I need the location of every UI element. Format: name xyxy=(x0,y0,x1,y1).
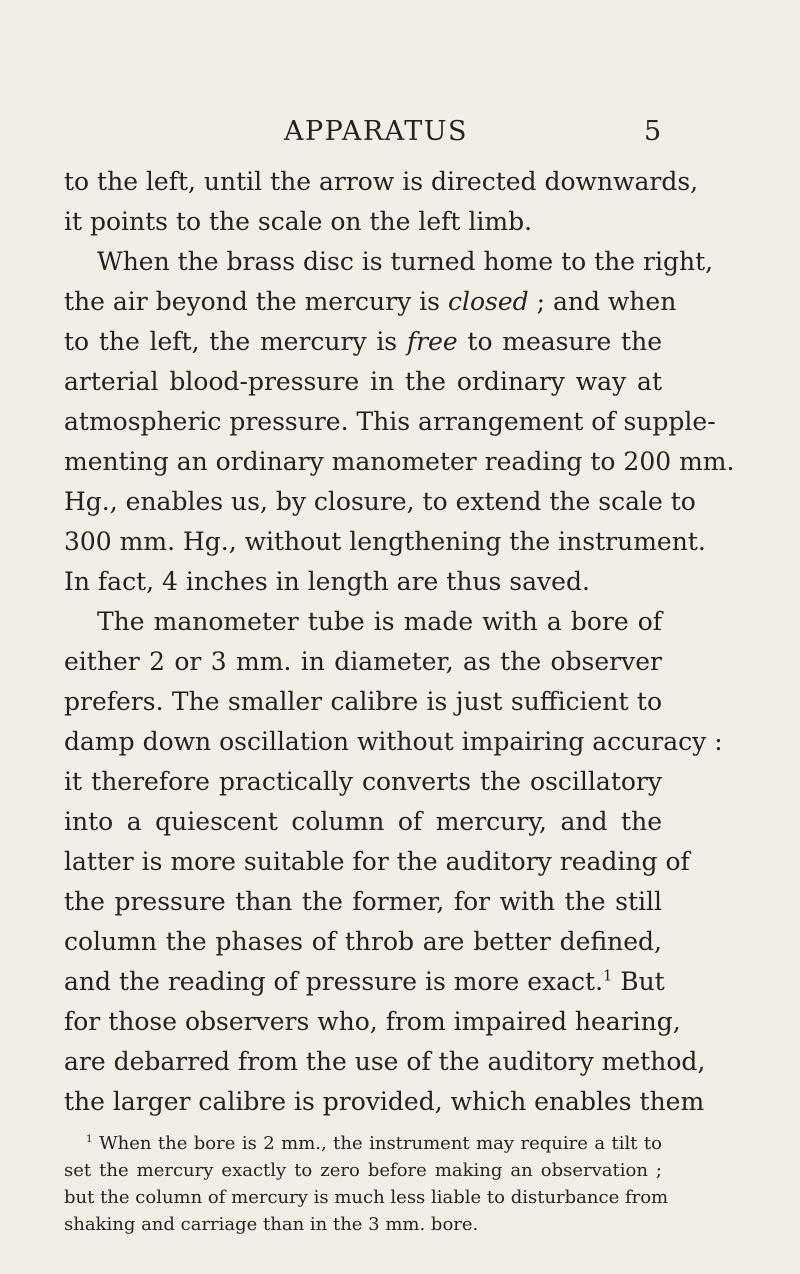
body-line-23: are debarred from the use of the auditory method, xyxy=(64,1047,706,1076)
footnote-line-4: shaking and carriage than in the 3 mm. bore. xyxy=(64,1214,479,1235)
footnote-marker: 1 xyxy=(86,1133,93,1146)
body-line-3: When the brass disc is turned home to the right, xyxy=(97,247,714,276)
body-line-19: the pressure than the former, for with the still xyxy=(64,887,662,916)
body-line-16: it therefore practically converts the oscillatory xyxy=(64,767,662,796)
footnote-line-2: set the mercury exactly to zero before making an observation ; xyxy=(64,1160,662,1181)
body-line-10: 300 mm. Hg., without lengthening the instrument. xyxy=(64,527,706,556)
body-line-6: arterial blood-pressure in the ordinary way at xyxy=(64,367,662,396)
body-line-7: atmospheric pressure. This arrangement of supple- xyxy=(64,407,716,436)
body-line-22: for those observers who, from impaired hearing, xyxy=(64,1007,681,1036)
body-line-5: to the left, the mercury is free to measure the xyxy=(64,327,662,356)
body-line-21: and the reading of pressure is more exact.$^1$ But xyxy=(64,967,665,996)
body-line-4: the air beyond the mercury is closed ; and when xyxy=(64,287,677,316)
body-line-24: the larger calibre is provided, which enables them xyxy=(64,1087,705,1116)
body-line-2: it points to the scale on the left limb. xyxy=(64,207,533,236)
footnote-line-1: $^1$ When the bore is 2 mm., the instrument may require a tilt to xyxy=(86,1133,662,1154)
page-number: 5 xyxy=(644,116,662,147)
body-line-11: In fact, 4 inches in length are thus saved. xyxy=(64,567,590,596)
body-line-1: to the left, until the arrow is directed downwards, xyxy=(64,167,699,196)
body-line-20: column the phases of throb are better defined, xyxy=(64,927,662,956)
page-title: APPARATUS xyxy=(284,116,468,147)
body-line-17: into a quiescent column of mercury, and the xyxy=(64,807,662,836)
footnote-line-3: but the column of mercury is much less liable to disturbance from xyxy=(64,1187,669,1208)
body-line-13: either 2 or 3 mm. in diameter, as the observer xyxy=(64,647,662,676)
body-line-9: Hg., enables us, by closure, to extend the scale to xyxy=(64,487,696,516)
body-line-12: The manometer tube is made with a bore of xyxy=(97,607,662,636)
body-line-15: damp down oscillation without impairing accuracy : xyxy=(64,727,723,756)
body-line-18: latter is more suitable for the auditory reading of xyxy=(64,847,690,876)
body-line-8: menting an ordinary manometer reading to 200 mm. xyxy=(64,447,735,476)
running-head xyxy=(0,116,800,156)
footnote-reference: 1 xyxy=(603,968,613,985)
body-line-14: prefers. The smaller calibre is just sufficient to xyxy=(64,687,662,716)
